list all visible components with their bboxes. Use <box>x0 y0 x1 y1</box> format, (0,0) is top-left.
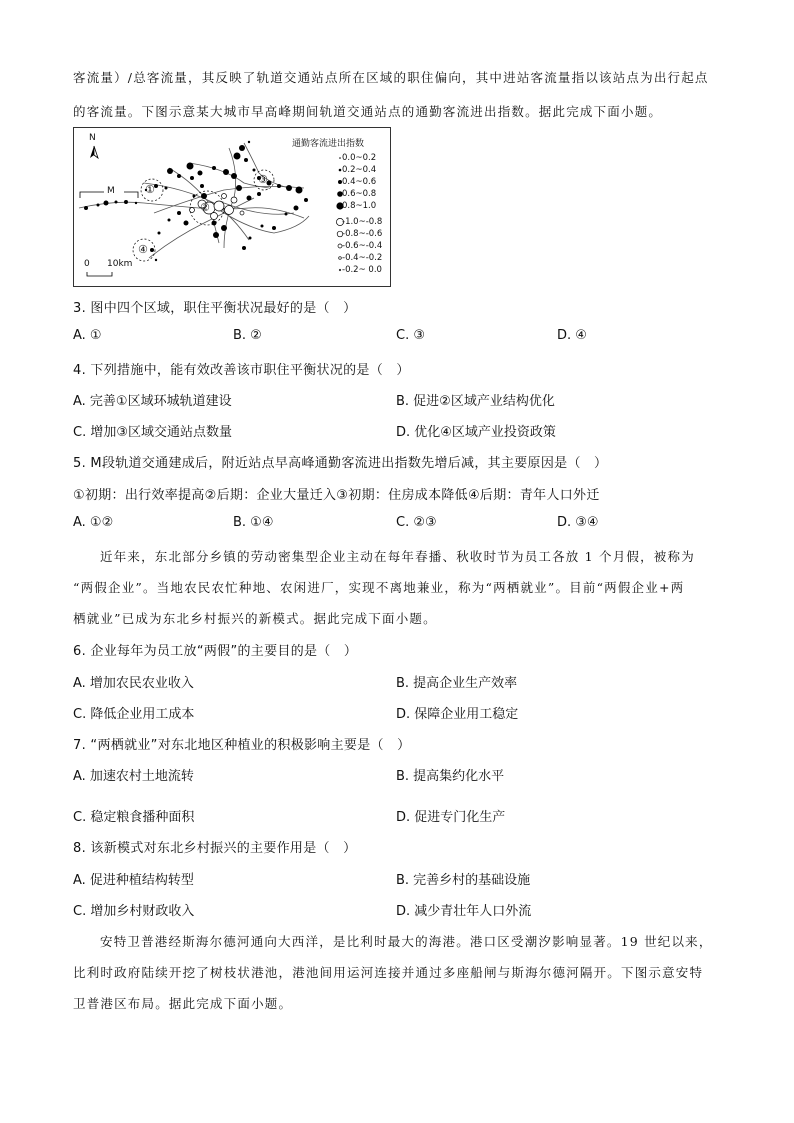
passage2-line-1: 近年来，东北部分乡镇的劳动密集型企业主动在每年春播、秋收时节为员工各放 1 个月假，被称为 <box>100 549 695 564</box>
q4-option-d: D. 优化④区域产业投资政策 <box>396 425 556 440</box>
passage3-line-3: 卫普港区布局。据此完成下面小题。 <box>73 996 293 1011</box>
q5-items: ①初期：出行效率提高②后期：企业大量迁入③初期：住房成本降低④后期：青年人口外迁 <box>73 488 600 503</box>
q8-option-a: A. 促进种植结构转型 <box>73 873 194 888</box>
q3-stem: 3. 图中四个区域，职住平衡状况最好的是（ ） <box>73 301 357 316</box>
commute-map-figure <box>73 127 391 287</box>
legend-item: 0.4~0.6 <box>342 177 377 187</box>
q4-option-b: B. 促进②区域产业结构优化 <box>396 394 555 409</box>
q6-option-c: C. 降低企业用工成本 <box>73 707 195 722</box>
zone-2-label: ② <box>200 201 210 214</box>
zone-1-label: ① <box>145 183 155 196</box>
m-segment-label: M <box>107 186 115 196</box>
passage3-line-2: 比利时政府陆续开挖了树枝状港池，港池间用运河连接并通过多座船闸与斯海尔德河隔开。下图示意安特 <box>73 965 704 980</box>
q5-option-a: A. ①② <box>73 515 114 530</box>
q8-option-b: B. 完善乡村的基础设施 <box>396 873 531 888</box>
q6-option-b: B. 提高企业生产效率 <box>396 676 518 691</box>
q7-option-b: B. 提高集约化水平 <box>396 769 505 784</box>
legend-item: 0.6~0.8 <box>342 189 377 199</box>
q3-option-d: D. ④ <box>557 328 587 343</box>
rail-lines <box>79 143 309 258</box>
intro-line-1: 客流量）/总客流量，其反映了轨道交通站点所在区域的职住偏向，其中进站客流量指以该站点为出行起点 <box>73 70 709 85</box>
north-arrow-icon <box>90 146 94 158</box>
legend-item: -0.6~-0.4 <box>342 241 383 251</box>
zone-4-label: ④ <box>138 243 148 256</box>
q4-option-c: C. 增加③区域交通站点数量 <box>73 425 232 440</box>
q3-option-a: A. ① <box>73 328 102 343</box>
station-markers <box>84 141 308 261</box>
passage2-line-3: 栖就业”已成为东北乡村振兴的新模式。据此完成下面小题。 <box>73 611 437 626</box>
q8-option-d: D. 减少青壮年人口外流 <box>396 904 532 919</box>
q5-option-b: B. ①④ <box>233 515 274 530</box>
zone-3-label: ③ <box>258 173 268 186</box>
passage3-line-1: 安特卫普港经斯海尔德河通向大西洋，是比利时最大的海港。港口区受潮汐影响显著。19 世纪以来， <box>100 934 713 949</box>
legend-title: 通勤客流进出指数 <box>292 139 365 149</box>
q3-option-b: B. ② <box>233 328 262 343</box>
scale-zero-label: 0 <box>84 259 90 269</box>
intro-line-2: 的客流量。下图示意某大城市早高峰期间轨道交通站点的通勤客流进出指数。据此完成下面小题。 <box>73 104 663 119</box>
q5-stem: 5. M段轨道交通建成后，附近站点早高峰通勤客流进出指数先增后减，其主要原因是（ ） <box>73 456 608 471</box>
legend-item: 0.2~0.4 <box>342 165 377 175</box>
q4-stem: 4. 下列措施中，能有效改善该市职住平衡状况的是（ ） <box>73 363 410 378</box>
north-label: N <box>89 133 96 143</box>
q7-option-a: A. 加速农村土地流转 <box>73 769 194 784</box>
q6-stem: 6. 企业每年为员工放“两假”的主要目的是（ ） <box>73 644 358 659</box>
legend-item: -0.4~-0.2 <box>342 253 383 263</box>
q8-stem: 8. 该新模式对东北乡村振兴的主要作用是（ ） <box>73 841 357 856</box>
q8-option-c: C. 增加乡村财政收入 <box>73 904 195 919</box>
q7-option-c: C. 稳定粮食播种面积 <box>73 810 195 825</box>
legend-item: 0.8~1.0 <box>342 201 377 211</box>
passage2-line-2: “两假企业”。当地农民农忙种地、农闲进厂，实现不离地兼业，称为“两栖就业”。目前“两假企业+两 <box>73 580 685 595</box>
legend-item: 0.0~0.2 <box>342 153 377 163</box>
q7-option-d: D. 促进专门化生产 <box>396 810 506 825</box>
q5-option-c: C. ②③ <box>396 515 437 530</box>
scale-km-label: 10km <box>107 259 133 269</box>
q5-option-d: D. ③④ <box>557 515 599 530</box>
legend-item: -0.2~ 0.0 <box>342 265 382 275</box>
legend-item: -0.8~-0.6 <box>342 229 383 239</box>
legend-item: -1.0~-0.8 <box>342 217 383 227</box>
q3-option-c: C. ③ <box>396 328 425 343</box>
q4-option-a: A. 完善①区域环城轨道建设 <box>73 394 232 409</box>
q6-option-d: D. 保障企业用工稳定 <box>396 707 519 722</box>
scale-bar <box>87 272 112 276</box>
q7-stem: 7. “两栖就业”对东北地区种植业的积极影响主要是（ ） <box>73 738 411 753</box>
q6-option-a: A. 增加农民农业收入 <box>73 676 194 691</box>
